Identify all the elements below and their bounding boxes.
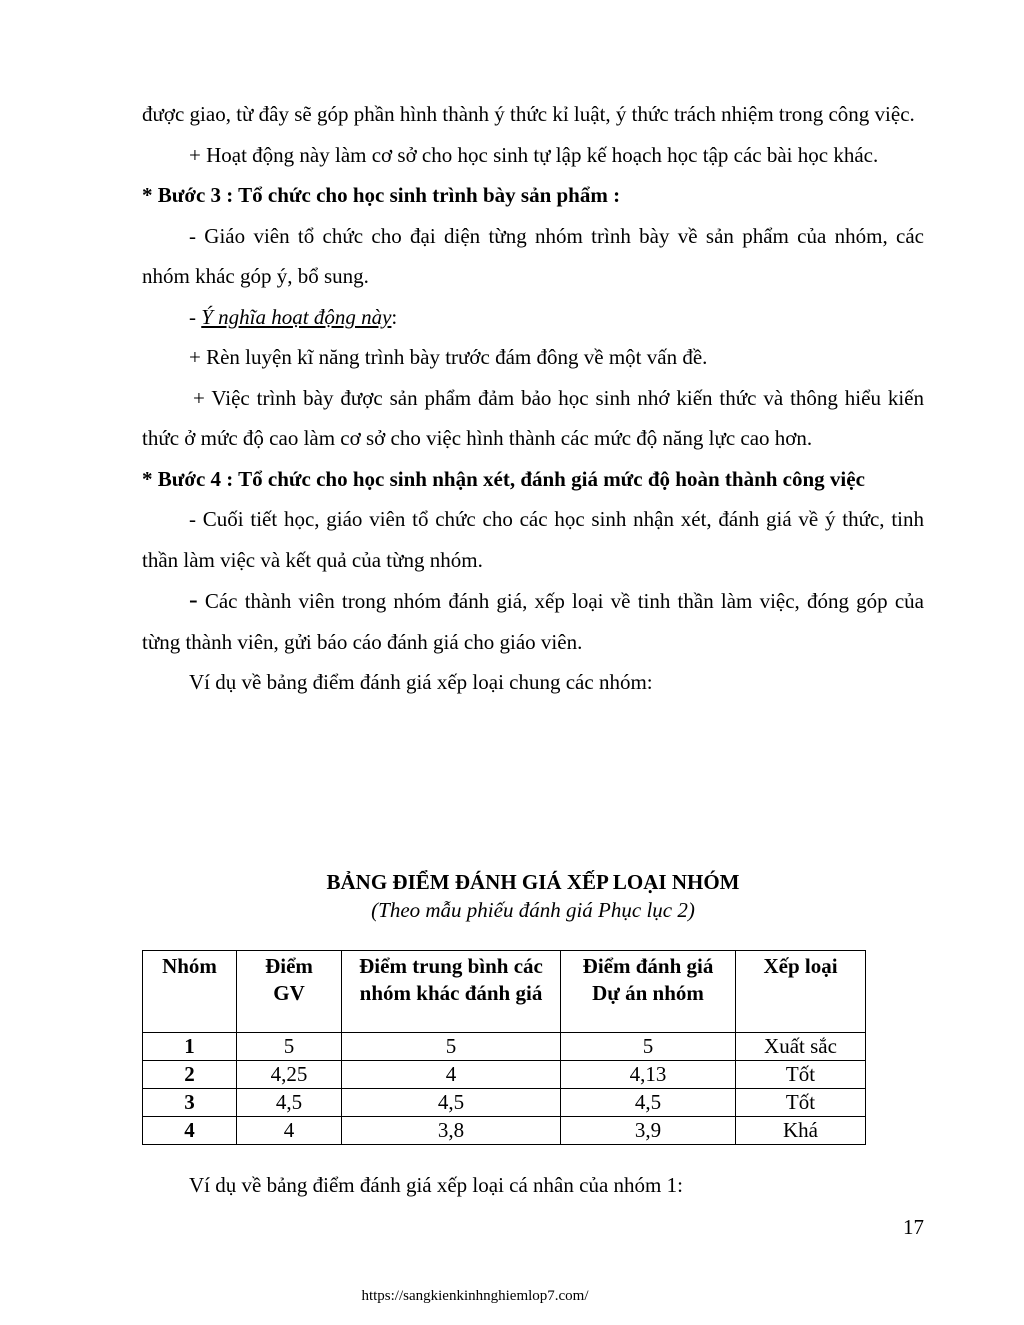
cell-project-score: 5 [561, 1033, 736, 1061]
page-number: 17 [903, 1215, 924, 1239]
meaning-label: Ý nghĩa hoạt động này [201, 304, 392, 329]
paragraph: Ví dụ về bảng điểm đánh giá xếp loại chung các nhóm: [189, 670, 653, 694]
table-row [143, 1061, 866, 1089]
paragraph: Ví dụ về bảng điểm đánh giá xếp loại cá nhân của nhóm 1: [189, 1173, 683, 1197]
cell-teacher-score: 5 [237, 1033, 342, 1061]
cell-rank: Tốt [736, 1089, 866, 1117]
header-group: Nhóm [143, 951, 237, 1033]
cell-project-score: 3,9 [561, 1117, 736, 1145]
step-4-heading: * Bước 4 : Tổ chức cho học sinh nhận xét, đánh giá mức độ hoàn thành công việc [142, 466, 865, 491]
cell-group: 1 [143, 1033, 237, 1061]
paragraph: + Hoạt động này làm cơ sở cho học sinh tự lập kế hoạch học tập các bài học khác. [189, 142, 879, 167]
cell-rank: Xuất sắc [736, 1033, 866, 1061]
header-teacher-score [237, 951, 342, 1033]
group-score-table [142, 950, 866, 1145]
paragraph [142, 580, 924, 662]
body-text [142, 94, 924, 703]
cell-rank: Khá [736, 1117, 866, 1145]
paragraph: được giao, từ đây sẽ góp phần hình thành ý thức kỉ luật, ý thức trách nhiệm trong công việc. [142, 102, 915, 126]
table-row [143, 1033, 866, 1061]
step-3-heading: * Bước 3 : Tổ chức cho học sinh trình bày sản phẩm : [142, 183, 621, 207]
footer-url-link[interactable]: https://sangkienkinhnghiemlop7.com/ [361, 1288, 589, 1304]
header-peer-average-text: Điểm trung bình các nhóm khác đánh giá [359, 954, 543, 1005]
cell-teacher-score: 4,25 [237, 1061, 342, 1089]
cell-group: 3 [143, 1089, 237, 1117]
cell-teacher-score: 4,5 [237, 1089, 342, 1117]
table-row [143, 1089, 866, 1117]
cell-peer-average: 5 [342, 1033, 561, 1061]
header-rank: Xếp loại [736, 951, 866, 1033]
paragraph: - Cuối tiết học, giáo viên tổ chức cho các học sinh nhận xét, đánh giá về ý thức, tinh thần làm việc và kết quả của từng nhóm. [142, 507, 924, 572]
paragraph: + Việc trình bày được sản phẩm đảm bảo học sinh nhớ kiến thức và thông hiểu kiến thức ở mức độ cao làm cơ sở cho việc hình thành các mức độ năng lực cao hơn. [142, 385, 924, 450]
table-caption [142, 868, 924, 924]
cell-peer-average: 4,5 [342, 1089, 561, 1117]
paragraph: + Rèn luyện kĩ năng trình bày trước đám đông về một vấn đề. [189, 345, 708, 369]
table-subtitle: (Theo mẫu phiếu đánh giá Phục lục 2) [371, 898, 695, 922]
cell-teacher-score: 4 [237, 1117, 342, 1145]
table-row [143, 1117, 866, 1145]
paragraph: - Giáo viên tổ chức cho đại diện từng nhóm trình bày về sản phẩm của nhóm, các nhóm khác góp ý, bổ sung. [142, 223, 924, 288]
header-project-score-text: Điểm đánh giá Dự án nhóm [582, 954, 714, 1005]
cell-group: 2 [143, 1061, 237, 1089]
cell-peer-average: 4 [342, 1061, 561, 1089]
cell-peer-average: 3,8 [342, 1117, 561, 1145]
header-teacher-score-text: Điểm GV [265, 954, 313, 1005]
header-peer-average [342, 951, 561, 1033]
dash: - [189, 585, 198, 614]
colon: : [391, 304, 398, 329]
cell-project-score: 4,13 [561, 1061, 736, 1089]
meaning-label-line [142, 297, 924, 338]
table-header-row [143, 951, 866, 1033]
dash: - [189, 304, 202, 329]
cell-project-score: 4,5 [561, 1089, 736, 1117]
cell-group: 4 [143, 1117, 237, 1145]
paragraph-text: Các thành viên trong nhóm đánh giá, xếp loại về tinh thần làm việc, đóng góp của từng thành viên, gửi báo cáo đánh giá cho giáo viên. [142, 589, 924, 654]
cell-rank: Tốt [736, 1061, 866, 1089]
table-title: BẢNG ĐIỂM ĐÁNH GIÁ XẾP LOẠI NHÓM [326, 870, 740, 894]
header-project-score [561, 951, 736, 1033]
